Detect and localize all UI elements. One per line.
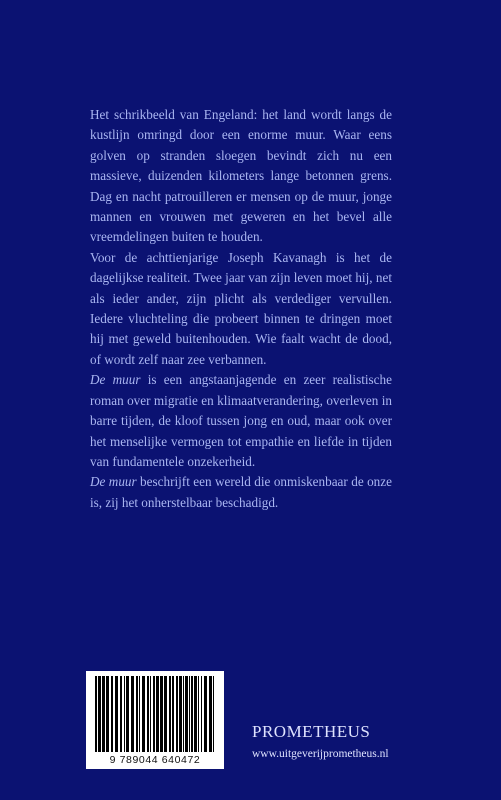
barcode-bar	[169, 676, 171, 752]
barcode-bar	[126, 676, 129, 752]
blurb-text	[90, 105, 392, 513]
barcode-bars	[93, 676, 217, 752]
barcode-bar	[147, 676, 149, 752]
barcode-bar	[185, 676, 188, 752]
publisher-url: www.uitgeverijprometheus.nl	[252, 748, 389, 760]
barcode-bar	[189, 676, 190, 752]
barcode-bar	[194, 676, 197, 752]
barcode-bar	[201, 676, 202, 752]
blurb-paragraph-2: Voor de achttienjarige Joseph Kavanagh is het de dagelijkse realiteit. Twee jaar van zijn leven moet hij, net als ieder ander, zijn plicht als verdediger vervullen. Iedere vluchteling die probeert binnen te dringen moet hij met geweld buitenhouden. Wie faalt wacht de dood, of wordt zelf naar zee verbannen.	[90, 249, 392, 367]
book-title-italic: De muur	[90, 372, 141, 388]
barcode-bar	[139, 676, 140, 752]
barcode-bar	[124, 676, 125, 752]
barcode-bar	[179, 676, 182, 752]
barcode-bar	[164, 676, 167, 752]
barcode-bar	[160, 676, 163, 752]
barcode-bar	[176, 676, 178, 752]
barcode-bar	[115, 676, 118, 752]
barcode-bar	[183, 676, 184, 752]
barcode-bar	[209, 676, 212, 752]
blurb-paragraph-4	[90, 472, 392, 513]
publisher-logo: PROMETHEUS	[252, 722, 371, 741]
book-title-italic: De muur	[90, 474, 137, 490]
blurb-paragraph-1: Het schrikbeeld van Engeland: het land wordt langs de kustlijn omringd door een enorme muur. Waar eens golven op stranden sloegen bevindt zich nu een massieve, duizenden kilometers lange betonnen grens. Dag en nacht patrouilleren er mensen op de muur, jonge mannen en vrouwen met geweren en het bevel alle vreemdelingen buiten te houden.	[90, 107, 392, 245]
barcode-bar	[102, 676, 105, 752]
barcode-bar	[153, 676, 155, 752]
barcode-bar	[136, 676, 138, 752]
barcode-bar	[98, 676, 101, 752]
barcode-bar	[156, 676, 159, 752]
barcode-bar	[150, 676, 151, 752]
barcode-bar	[198, 676, 199, 752]
barcode-bar	[204, 676, 207, 752]
barcode-bar	[142, 676, 145, 752]
isbn-number: 9 789044 640472	[109, 754, 201, 766]
blurb-paragraph-4-body: beschrijft een wereld die onmiskenbaar de onze is, zij het onherstelbaar beschadigd.	[90, 474, 392, 510]
barcode-bar	[213, 676, 214, 752]
barcode-bar	[131, 676, 134, 752]
barcode-bar	[111, 676, 113, 752]
barcode-bar	[191, 676, 193, 752]
blurb-paragraph-3	[90, 370, 392, 472]
barcode-bar	[120, 676, 122, 752]
blurb-paragraph-3-body: is een angstaanjagende en zeer realistische roman over migratie en klimaatverandering, overleven in barre tijden, de kloof tussen jong en oud, maar ook over het menselijke vermogen tot empathie en liefde in tijden van fundamentele onzekerheid.	[90, 372, 392, 469]
isbn-barcode	[86, 671, 224, 769]
barcode-bar	[172, 676, 174, 752]
barcode-bar	[106, 676, 109, 752]
barcode-bar	[95, 676, 97, 752]
